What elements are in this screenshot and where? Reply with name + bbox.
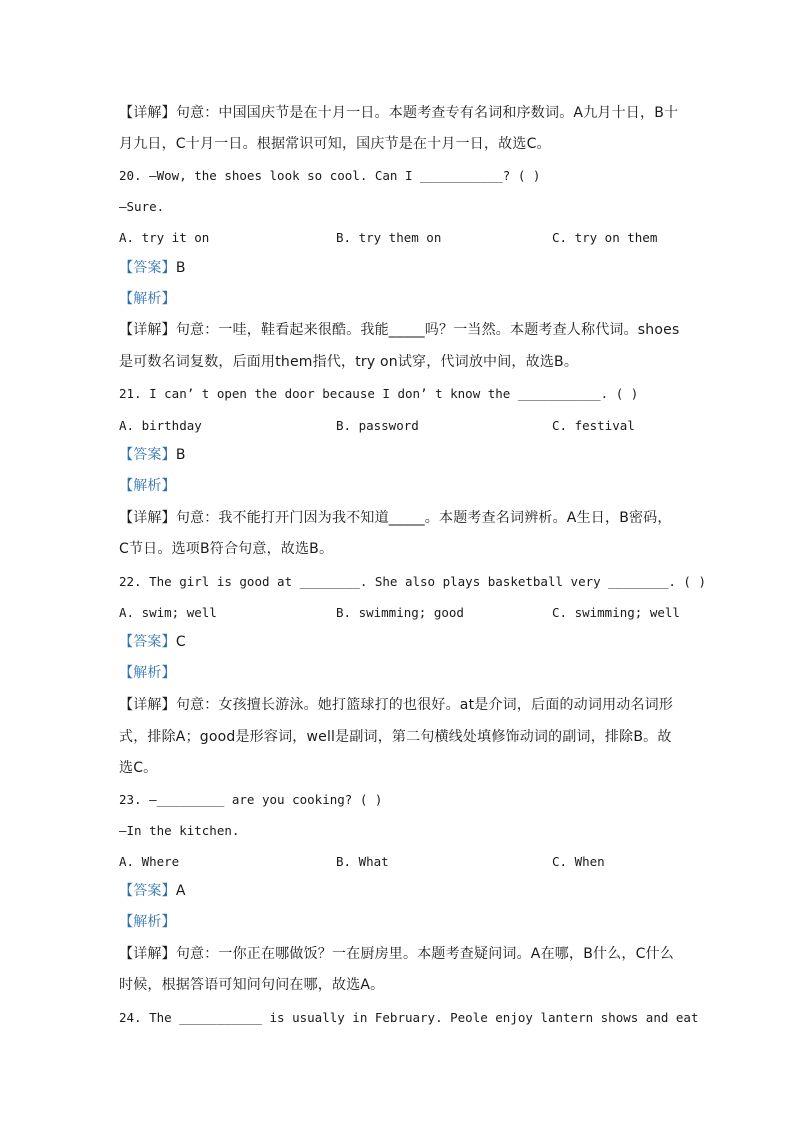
detail-line: 选C。: [119, 760, 158, 776]
option-a: A. birthday: [119, 418, 202, 433]
question-24: 24. The ___________ is usually in February. Peole enjoy lantern shows and eat: [119, 1010, 699, 1025]
analysis-label: 【解析】: [119, 914, 176, 930]
analysis-label: 【解析】: [119, 665, 176, 681]
detail-line: 【详解】句意：中国国庆节是在十月一日。本题考查专有名词和序数词。A九月十日，B十: [119, 105, 679, 121]
option-b: B. swimming; good: [336, 605, 464, 620]
answer-line: —In the kitchen.: [119, 823, 240, 838]
answer-row: 【答案】C: [119, 634, 186, 650]
detail-line: 时候，根据答语可知问句问在哪，故选A。: [119, 977, 385, 993]
analysis-label: 【解析】: [119, 478, 176, 494]
detail-line: 【详解】句意：我不能打开门因为我不知道_____。本题考查名词辨析。A生日，B密码，: [119, 510, 672, 526]
option-a: A. try it on: [119, 230, 210, 245]
analysis-label: 【解析】: [119, 291, 176, 307]
answer-row: 【答案】B: [119, 447, 186, 463]
question-23: 23. —_________ are you cooking? ( ): [119, 792, 383, 807]
option-c: C. festival: [552, 418, 635, 433]
answer-row: 【答案】A: [119, 883, 186, 899]
question-20: 20. —Wow, the shoes look so cool. Can I ___________? ( ): [119, 168, 541, 183]
question-21: 21. I can’ t open the door because I don’ t know the ___________. ( ): [119, 386, 639, 401]
option-a: A. Where: [119, 854, 180, 869]
option-c: C. When: [552, 854, 605, 869]
option-b: B. try them on: [336, 230, 442, 245]
option-c: C. swimming; well: [552, 605, 680, 620]
option-b: B. What: [336, 854, 389, 869]
option-a: A. swim; well: [119, 605, 217, 620]
answer-line: —Sure.: [119, 199, 165, 214]
detail-line: C节日。选项B符合句意，故选B。: [119, 541, 334, 557]
option-c: C. try on them: [552, 230, 658, 245]
detail-line: 【详解】句意：一你正在哪做饭？一在厨房里。本题考查疑问词。A在哪，B什么，C什么: [119, 946, 674, 962]
detail-line: 【详解】句意：一哇，鞋看起来很酷。我能_____吗？一当然。本题考查人称代词。shoes: [119, 322, 680, 338]
detail-line: 是可数名词复数，后面用them指代，try on试穿，代词放中间，故选B。: [119, 354, 579, 370]
detail-line: 【详解】句意：女孩擅长游泳。她打篮球打的也很好。at是介词，后面的动词用动名词形: [119, 697, 674, 713]
detail-line: 式，排除A；good是形容词，well是副词，第二句横线处填修饰动词的副词，排除B。故: [119, 729, 672, 745]
question-22: 22. The girl is good at ________. She also plays basketball very ________. ( ): [119, 574, 706, 589]
detail-line: 月九日，C十月一日。根据常识可知，国庆节是在十月一日，故选C。: [119, 136, 551, 152]
answer-row: 【答案】B: [119, 260, 186, 276]
option-b: B. password: [336, 418, 419, 433]
